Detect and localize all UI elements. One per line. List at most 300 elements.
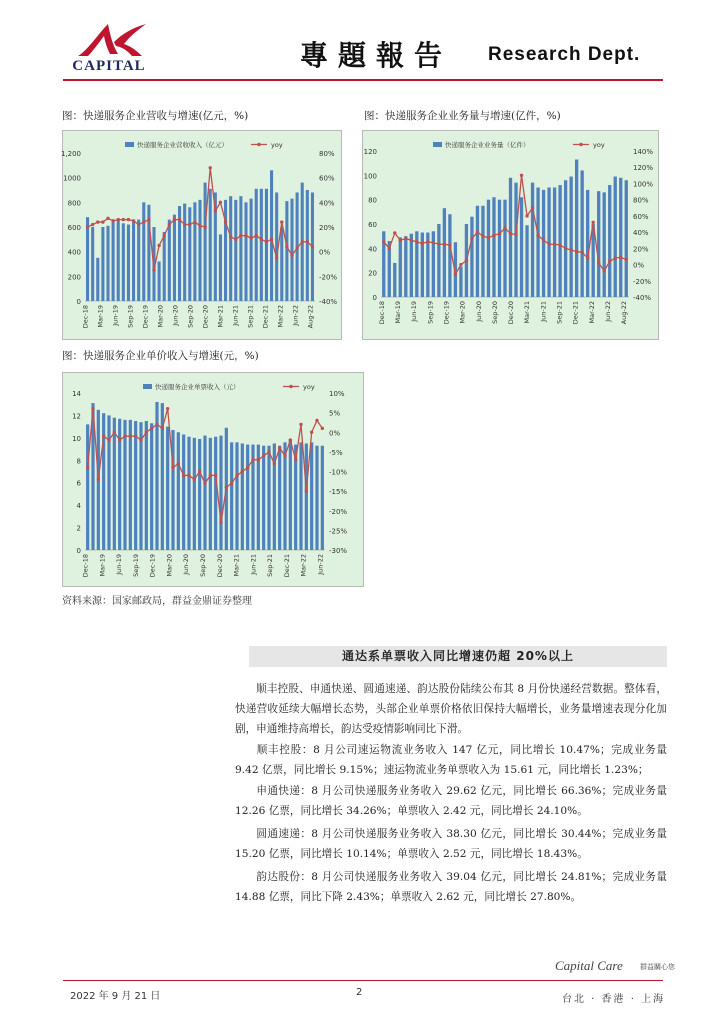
unit-price-yoy-point: [246, 466, 249, 469]
volume-right-tick: 140%: [633, 148, 654, 156]
unit-price-yoy-point: [139, 438, 142, 441]
revenue-bar: [193, 202, 196, 301]
revenue-yoy-point: [198, 224, 201, 227]
chart-revenue-caption: 图：快递服务企业营收与增速(亿元，%): [62, 110, 249, 122]
revenue-bar: [224, 200, 227, 301]
revenue-right-tick: 60%: [319, 174, 335, 183]
unit-price-bar: [283, 442, 286, 550]
volume-x-tick: Mar-19: [393, 301, 402, 324]
revenue-bar: [158, 262, 161, 301]
revenue-yoy-point: [255, 234, 258, 237]
revenue-yoy-point: [132, 219, 135, 222]
unit-price-right-tick: 10%: [329, 390, 345, 398]
unit-price-yoy-point: [283, 454, 286, 457]
unit-price-yoy-point: [134, 434, 137, 437]
volume-yoy-point: [459, 263, 462, 266]
unit-price-x-tick: Dec-19: [148, 554, 157, 578]
volume-yoy-point: [432, 241, 435, 244]
unit-price-yoy-point: [294, 458, 297, 461]
volume-bar: [520, 197, 523, 297]
unit-price-legend-line-label: yoy: [303, 383, 315, 391]
volume-bar: [503, 200, 506, 297]
unit-price-bar: [182, 434, 185, 550]
revenue-x-tick: Mar-20: [156, 305, 165, 328]
unit-price-x-tick: Dec-20: [215, 554, 224, 578]
unit-price-yoy-point: [219, 521, 222, 524]
revenue-bar: [91, 227, 94, 301]
volume-bar: [581, 170, 584, 297]
revenue-right-tick: 20%: [319, 224, 335, 232]
volume-right-tick: 80%: [633, 196, 649, 205]
revenue-yoy-point: [142, 220, 145, 223]
revenue-yoy-point: [157, 244, 160, 247]
paragraph-yto-text: 圆通速递：8 月公司快递服务业务收入 38.30 亿元，同比增长 30.44%；完成业务量 15.20 亿票，同比增长 10.14%；单票收入 2.52 元，同比增长 18.43%。: [235, 828, 667, 860]
footer-brand: Capital Care: [555, 958, 623, 973]
revenue-yoy-point: [147, 218, 150, 221]
unit-price-yoy-point: [177, 462, 180, 465]
volume-yoy-point: [575, 250, 578, 253]
revenue-bar: [122, 223, 125, 301]
volume-left-tick: 100: [363, 172, 377, 181]
volume-yoy-point: [415, 240, 418, 243]
volume-x-tick: Sep-21: [555, 301, 564, 324]
report-title: 專題報告: [300, 39, 453, 72]
volume-x-tick: Jun-19: [410, 301, 419, 322]
unit-price-yoy-point: [113, 431, 116, 434]
revenue-right-tick: -40%: [319, 298, 338, 306]
volume-right-tick: 120%: [633, 164, 654, 173]
unit-price-x-tick: Sep-19: [131, 554, 140, 577]
revenue-right-tick: 80%: [319, 150, 335, 158]
volume-x-tick: Mar-21: [523, 301, 532, 324]
unit-price-yoy-point: [150, 427, 153, 430]
unit-price-yoy-point: [321, 427, 324, 430]
volume-left-tick: 40: [368, 245, 377, 254]
unit-price-yoy-point: [182, 474, 185, 477]
volume-yoy-point: [547, 243, 550, 246]
volume-bar: [443, 208, 446, 297]
chart-unit-price-plot: [63, 373, 363, 586]
paragraph-sf-text: 顺丰控股：8 月公司速运物流业务收入 147 亿元，同比增长 10.47%；完成业务量 9.42 亿票，同比增长 9.15%；速运物流业务单票收入为 15.61 元，同比增长 1.23%；: [235, 744, 667, 776]
revenue-bar: [86, 217, 89, 301]
unit-price-bar: [230, 442, 233, 550]
revenue-yoy-point: [96, 220, 99, 223]
volume-bar: [514, 183, 517, 297]
footer-divider: [63, 980, 663, 981]
revenue-yoy-point: [106, 217, 109, 220]
revenue-bar: [244, 202, 247, 301]
volume-bar: [410, 234, 413, 297]
revenue-yoy-point: [224, 220, 227, 223]
volume-yoy-point: [426, 240, 429, 243]
revenue-yoy-point: [111, 219, 114, 222]
unit-price-yoy-point: [262, 454, 265, 457]
data-source: 资料来源：国家邮政局，群益金鼎证券整理: [62, 596, 252, 607]
chart-volume-plot: [363, 131, 658, 339]
volume-yoy-point: [465, 259, 468, 262]
revenue-bar: [306, 190, 309, 301]
unit-price-yoy-point: [214, 474, 217, 477]
unit-price-right-tick: -10%: [329, 468, 348, 477]
volume-bar: [597, 191, 600, 297]
revenue-bar: [127, 225, 130, 301]
volume-yoy-point: [404, 237, 407, 240]
unit-price-bar: [171, 430, 174, 550]
volume-bar: [509, 178, 512, 297]
unit-price-bar: [193, 438, 196, 550]
paragraph-yto: [235, 824, 667, 864]
revenue-bar: [229, 196, 232, 301]
unit-price-x-tick: Sep-20: [199, 554, 207, 577]
revenue-yoy-point: [117, 218, 120, 221]
unit-price-bar: [102, 413, 105, 550]
unit-price-yoy-point: [257, 458, 260, 461]
revenue-bar: [117, 220, 120, 301]
volume-yoy-point: [591, 221, 594, 224]
volume-yoy-point: [443, 243, 446, 246]
volume-bar: [448, 214, 451, 297]
unit-price-bar: [246, 445, 249, 550]
revenue-yoy-point: [244, 234, 247, 237]
revenue-bar: [132, 221, 135, 301]
unit-price-yoy-point: [102, 434, 105, 437]
unit-price-bar: [187, 437, 190, 550]
unit-price-legend-bar-label: 快递服务企业单票收入（元）: [155, 383, 240, 391]
revenue-yoy-point: [234, 238, 237, 241]
volume-bar: [531, 183, 534, 297]
volume-yoy-point: [476, 230, 479, 233]
paragraph-yunda: [235, 867, 667, 907]
volume-x-tick: Mar-22: [587, 301, 596, 324]
revenue-bar: [250, 199, 253, 301]
volume-yoy-point: [421, 242, 424, 245]
volume-x-tick: Dec-21: [571, 301, 580, 325]
volume-yoy-point: [531, 206, 534, 209]
revenue-yoy-point: [295, 246, 298, 249]
volume-right-tick: 60%: [633, 212, 649, 221]
volume-bar: [393, 263, 396, 297]
volume-yoy-point: [569, 248, 572, 251]
volume-yoy-point: [509, 232, 512, 235]
chart-unit-price: [62, 372, 364, 587]
volume-yoy-point: [503, 226, 506, 229]
paragraph-sto-text: 申通快递：8 月公司快递服务业务收入 29.62 亿元，同比增长 66.36%；完成业务量 12.26 亿票，同比增长 34.26%；单票收入 2.42 元，同比增长 24.10%。: [235, 785, 667, 817]
volume-bar: [586, 190, 589, 297]
revenue-legend-bar-swatch: [125, 142, 134, 147]
volume-bar: [492, 197, 495, 297]
volume-yoy-point: [470, 237, 473, 240]
section-header: [249, 646, 667, 667]
unit-price-bar: [321, 446, 324, 550]
revenue-yoy-point: [188, 223, 191, 226]
page-number: 2: [356, 987, 363, 998]
volume-bar: [564, 180, 567, 297]
chart-volume: [362, 130, 659, 340]
volume-bar: [536, 188, 539, 298]
unit-price-left-tick: 6: [76, 479, 81, 488]
unit-price-yoy-point: [97, 478, 100, 481]
volume-legend-bar-swatch: [433, 142, 442, 147]
volume-right-tick: 0%: [633, 261, 645, 270]
revenue-left-tick: 1000: [63, 174, 81, 183]
revenue-yoy-point: [260, 238, 263, 241]
volume-yoy-point: [597, 261, 600, 264]
revenue-yoy-point: [193, 220, 196, 223]
unit-price-yoy-point: [118, 438, 121, 441]
volume-x-tick: Jun-20: [474, 301, 483, 322]
volume-bar: [399, 237, 402, 297]
unit-price-bar: [310, 442, 313, 550]
volume-legend-bar-label: 快递服务企业业务量（亿件）: [445, 141, 530, 149]
volume-x-tick: Sep-19: [426, 301, 435, 324]
unit-price-x-tick: Mar-21: [232, 554, 241, 577]
revenue-bar: [163, 232, 166, 301]
revenue-yoy-point: [229, 235, 232, 238]
revenue-yoy-point: [219, 201, 222, 204]
revenue-bar: [265, 189, 268, 301]
volume-yoy-point: [487, 236, 490, 239]
volume-yoy-point: [603, 269, 606, 272]
revenue-yoy-point: [101, 220, 104, 223]
revenue-x-tick: Dec-19: [141, 305, 150, 329]
unit-price-x-tick: Jun-19: [115, 554, 124, 575]
unit-price-bar: [150, 423, 153, 550]
unit-price-bar: [129, 420, 132, 550]
revenue-bar: [106, 226, 109, 301]
unit-price-bar: [134, 421, 137, 550]
unit-price-bar: [278, 446, 281, 550]
volume-yoy-point: [619, 256, 622, 259]
unit-price-bar: [123, 420, 126, 550]
revenue-left-tick: 200: [67, 273, 81, 282]
unit-price-bar: [145, 421, 148, 550]
volume-bar: [608, 185, 611, 297]
unit-price-right-tick: -30%: [329, 547, 348, 555]
unit-price-yoy-point: [129, 434, 132, 437]
unit-price-right-tick: 0%: [329, 429, 341, 438]
revenue-bar: [168, 220, 171, 301]
revenue-bar: [255, 189, 258, 301]
volume-yoy-point: [514, 233, 517, 236]
volume-right-tick: 100%: [633, 180, 654, 189]
unit-price-left-tick: 10: [72, 434, 81, 443]
unit-price-yoy-point: [315, 419, 318, 422]
unit-price-yoy-point: [166, 407, 169, 410]
revenue-yoy-point: [265, 240, 268, 243]
volume-yoy-point: [558, 243, 561, 246]
revenue-x-tick: Mar-19: [96, 305, 105, 328]
unit-price-yoy-point: [198, 470, 201, 473]
unit-price-bar: [166, 427, 169, 550]
revenue-x-tick: Dec-18: [81, 305, 90, 329]
unit-price-yoy-point: [289, 438, 292, 441]
revenue-bar: [239, 196, 242, 301]
revenue-bar: [137, 220, 140, 301]
volume-left-tick: 120: [363, 148, 377, 156]
volume-yoy-point: [448, 243, 451, 246]
volume-left-tick: 80: [368, 196, 377, 205]
revenue-bar: [173, 215, 176, 301]
revenue-bar: [198, 200, 201, 301]
paragraph-sf: [235, 740, 667, 780]
revenue-bar: [96, 258, 99, 301]
volume-bar: [487, 200, 490, 297]
volume-bar: [625, 180, 628, 297]
revenue-yoy-point: [270, 238, 273, 241]
unit-price-right-tick: -15%: [329, 488, 348, 497]
volume-bar: [547, 188, 550, 298]
unit-price-yoy-point: [251, 458, 254, 461]
unit-price-yoy-point: [155, 423, 158, 426]
volume-yoy-point: [481, 234, 484, 237]
unit-price-yoy-point: [161, 427, 164, 430]
volume-left-tick: 0: [372, 294, 377, 302]
revenue-bar: [188, 207, 191, 301]
volume-bar: [542, 190, 545, 297]
volume-yoy-point: [382, 240, 385, 243]
revenue-yoy-point: [127, 218, 130, 221]
volume-x-tick: Dec-19: [442, 301, 451, 325]
revenue-bar: [270, 170, 273, 301]
unit-price-yoy-point: [225, 486, 228, 489]
volume-left-tick: 20: [368, 269, 377, 278]
revenue-yoy-point: [275, 256, 278, 259]
volume-yoy-point: [542, 239, 545, 242]
revenue-bar: [183, 204, 186, 301]
volume-yoy-point: [520, 174, 523, 177]
volume-bar: [437, 224, 440, 297]
revenue-x-tick: Jun-21: [231, 305, 240, 326]
unit-price-yoy-point: [107, 438, 110, 441]
revenue-yoy-point: [285, 245, 288, 248]
revenue-left-tick: 0: [76, 298, 81, 306]
revenue-bar: [219, 234, 222, 301]
unit-price-x-tick: Mar-20: [165, 554, 174, 577]
revenue-x-tick: Mar-22: [276, 305, 285, 328]
volume-yoy-point: [564, 247, 567, 250]
revenue-yoy-point: [173, 218, 176, 221]
volume-yoy-point: [388, 247, 391, 250]
unit-price-left-tick: 12: [72, 412, 81, 421]
revenue-legend-line-marker: [257, 143, 260, 146]
revenue-left-tick: 1,200: [60, 150, 81, 158]
revenue-yoy-point: [91, 223, 94, 226]
unit-price-yoy-point: [230, 482, 233, 485]
volume-right-tick: -20%: [633, 277, 652, 286]
revenue-bar: [290, 199, 293, 301]
volume-bar: [614, 177, 617, 297]
revenue-bar: [209, 189, 212, 301]
volume-right-tick: -40%: [633, 294, 652, 302]
unit-price-x-tick: Mar-19: [98, 554, 107, 577]
volume-left-tick: 60: [368, 221, 377, 229]
unit-price-bar: [241, 443, 244, 550]
volume-x-tick: Dec-20: [507, 301, 516, 325]
footer-date: 2022 年 9 月 21 日: [70, 991, 161, 1002]
chart-revenue: [62, 130, 342, 340]
revenue-bar: [112, 222, 115, 301]
volume-x-tick: Aug-22: [620, 301, 629, 325]
footer-brand-cn: 群益關心您: [640, 963, 675, 971]
unit-price-bar: [86, 424, 89, 550]
volume-yoy-point: [399, 239, 402, 242]
unit-price-right-tick: -5%: [329, 448, 343, 457]
revenue-legend-bar-label: 快递服务企业营收收入（亿元）: [137, 141, 228, 149]
unit-price-right-tick: -20%: [329, 507, 348, 516]
volume-right-tick: 20%: [633, 245, 649, 254]
unit-price-left-tick: 4: [76, 502, 81, 511]
revenue-yoy-point: [301, 240, 304, 243]
paragraph-overview-text: 顺丰控股、申通快递、圆通速递、韵达股份陆续公布其 8 月份快递经营数据。整体看，快递营收延续大幅增长态势，头部企业单票价格依旧保持大幅增长，业务量增速表现分化加剧，申通维持高增长，韵达受疫情影响同比下滑。: [235, 683, 667, 735]
revenue-yoy-point: [290, 254, 293, 257]
volume-x-tick: Dec-18: [377, 301, 386, 325]
paragraph-overview: [235, 679, 667, 739]
revenue-x-tick: Dec-21: [261, 305, 270, 329]
revenue-left-tick: 800: [67, 199, 81, 208]
revenue-x-tick: Jun-19: [111, 305, 120, 326]
unit-price-bar: [198, 439, 201, 550]
revenue-yoy-point: [311, 245, 314, 248]
volume-yoy-point: [553, 243, 556, 246]
volume-bar: [619, 178, 622, 297]
volume-bar: [404, 236, 407, 297]
unit-price-yoy-point: [203, 482, 206, 485]
revenue-left-tick: 400: [67, 248, 81, 257]
volume-yoy-point: [614, 256, 617, 259]
unit-price-yoy-point: [209, 474, 212, 477]
volume-bar: [553, 188, 556, 298]
unit-price-bar: [235, 442, 238, 550]
revenue-yoy-point: [209, 166, 212, 169]
volume-yoy-point: [536, 234, 539, 237]
unit-price-left-tick: 8: [76, 457, 81, 466]
revenue-bar: [234, 200, 237, 301]
volume-yoy-point: [437, 243, 440, 246]
unit-price-yoy-point: [241, 470, 244, 473]
unit-price-bar: [289, 439, 292, 550]
chart-volume-caption: 图：快递服务企业业务量与增速(亿件，%): [364, 110, 561, 122]
unit-price-bar: [299, 442, 302, 550]
unit-price-legend-line-marker: [289, 385, 292, 388]
volume-bar: [603, 192, 606, 297]
unit-price-bar: [214, 437, 217, 550]
unit-price-yoy-point: [305, 489, 308, 492]
revenue-yoy-point: [249, 236, 252, 239]
unit-price-yoy-point: [145, 431, 148, 434]
unit-price-legend-bar-swatch: [143, 384, 152, 389]
unit-price-yoy-point: [86, 466, 89, 469]
revenue-yoy-point: [183, 223, 186, 226]
volume-bar: [498, 200, 501, 297]
unit-price-yoy-point: [193, 478, 196, 481]
unit-price-bar: [219, 436, 222, 550]
volume-yoy-point: [498, 232, 501, 235]
revenue-left-tick: 600: [67, 224, 81, 232]
volume-bar: [476, 206, 479, 297]
revenue-yoy-point: [168, 223, 171, 226]
volume-yoy-point: [410, 239, 413, 242]
revenue-x-tick: Aug-22: [306, 305, 315, 329]
revenue-right-tick: 40%: [319, 199, 335, 208]
revenue-bar: [101, 227, 104, 301]
revenue-yoy-point: [86, 225, 89, 228]
volume-yoy-point: [625, 258, 628, 261]
unit-price-x-tick: Sep-21: [266, 554, 275, 577]
chart-revenue-plot: [60, 131, 341, 339]
revenue-x-tick: Sep-21: [246, 305, 255, 328]
unit-price-right-tick: 5%: [329, 409, 341, 418]
revenue-x-tick: Sep-20: [186, 305, 195, 328]
